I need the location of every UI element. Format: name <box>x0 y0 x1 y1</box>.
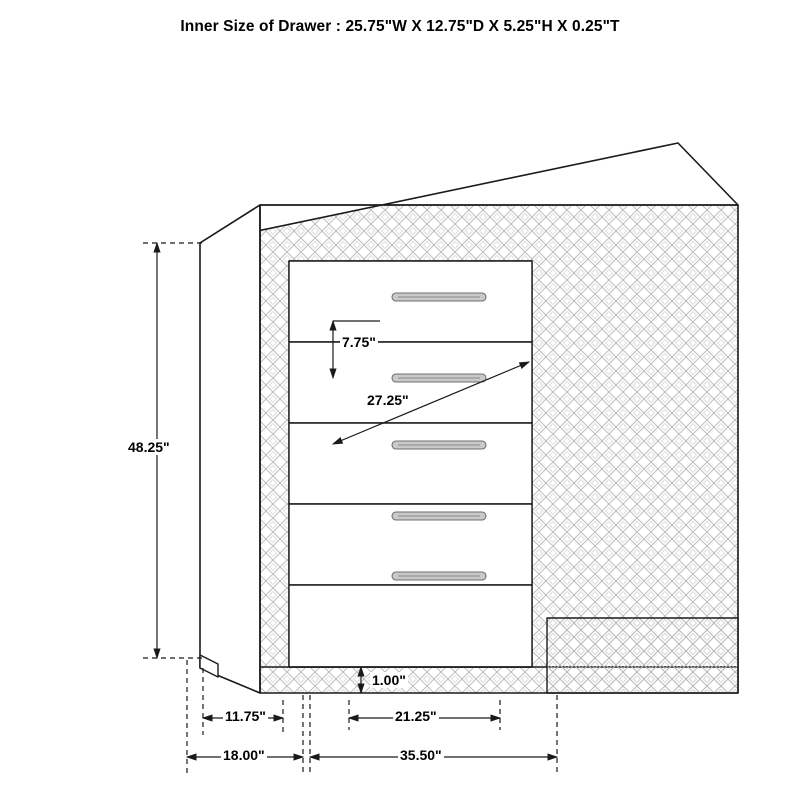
drawer-front-3 <box>289 423 532 504</box>
handle-3 <box>392 441 486 449</box>
label-depth-side: 11.75" <box>225 708 266 724</box>
label-drawer-front-height: 7.75" <box>342 334 376 350</box>
label-drawer-front-width: 27.25" <box>367 392 409 408</box>
handle-4 <box>392 512 486 520</box>
drawer-front-5 <box>289 585 532 667</box>
page-title: Inner Size of Drawer : 25.75"W X 12.75"D X 5.25"H X 0.25"T <box>180 18 620 35</box>
label-height-overall: 48.25" <box>128 439 170 455</box>
label-base-height: 1.00" <box>372 672 406 688</box>
label-depth-overall: 18.00" <box>223 747 265 763</box>
handle-2 <box>392 374 486 382</box>
chest-body <box>200 143 738 693</box>
label-width-overall: 35.50" <box>400 747 442 763</box>
handle-1 <box>392 293 486 301</box>
label-front-panel-width: 21.25" <box>395 708 437 724</box>
chest-left-side <box>200 205 260 693</box>
base-right-block <box>547 618 738 693</box>
handle-5 <box>392 572 486 580</box>
